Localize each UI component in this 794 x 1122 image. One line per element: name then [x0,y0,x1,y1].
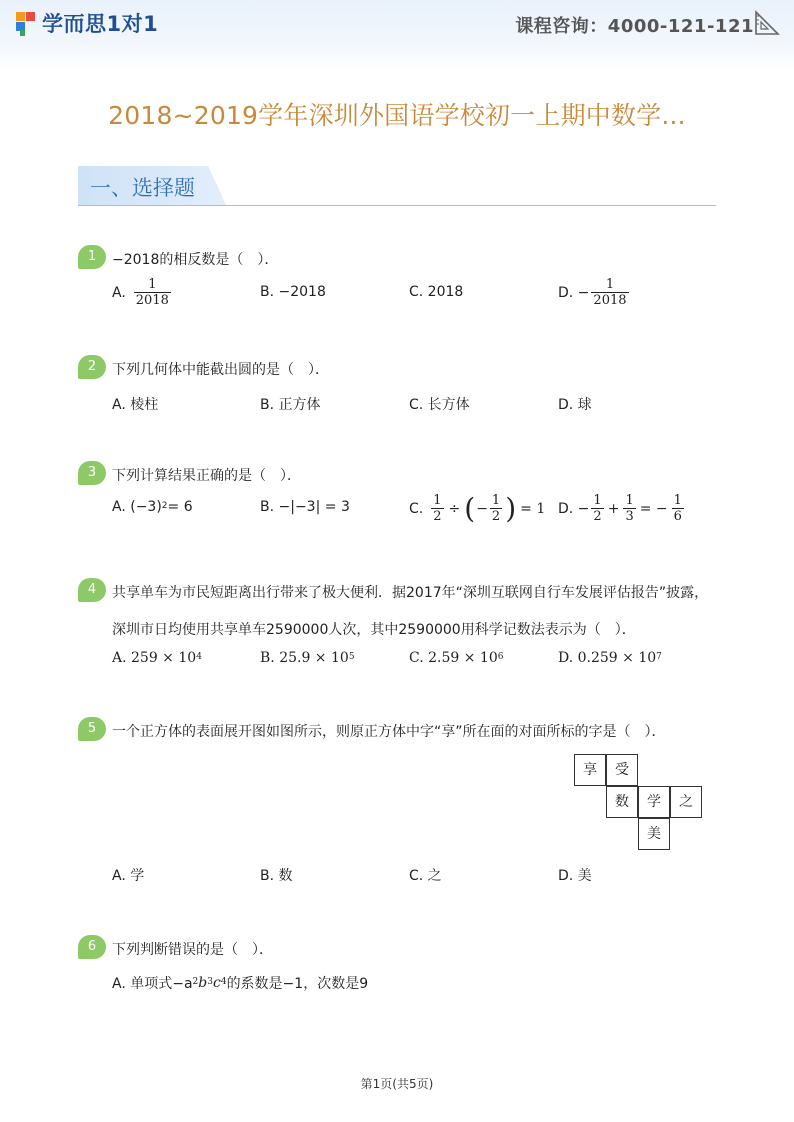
net-cell: 数 [606,786,638,818]
question-stem: −2018的相反数是（ ）． [112,252,279,268]
option-c[interactable]: C. $\frac{1}{2}$ ÷ ( − $\frac{1}{2}$ ) = 1 [409,491,546,525]
ruler-triangle-icon [754,10,780,36]
question-stem-line-2: 深圳市日均使用共享单车2590000人次，其中2590000用科学记数法表示为（ ）． [112,622,636,638]
fraction: $\frac{1}{2018}$ [593,277,627,308]
question-number-badge: 2 [78,355,106,379]
section-heading [78,166,716,206]
question-number-badge: 1 [78,245,106,269]
option-a[interactable]: A. (−3) $^2$ = 6 [112,499,193,515]
question-stem: 一个正方体的表面展开图如图所示，则原正方体中字“享”所在面的对面所标的字是（ ）． [112,724,666,740]
document-title: 2018~2019学年深圳外国语学校初一上期中数学... [108,101,686,130]
question-stem: 下列判断错误的是（ ）． [112,942,273,958]
question-number-badge: 4 [78,578,106,602]
question-1 [78,245,718,315]
option-b[interactable]: B. 数 [260,868,293,884]
fraction: $\frac{1}{2}$ [433,493,442,524]
question-6 [78,935,718,995]
question-stem: 共享单车为市民短距离出行带来了极大便利．据2017年“深圳互联网自行车发展评估报告”披露， [112,585,709,601]
net-cell: 学 [638,786,670,818]
brand-logo [16,8,158,38]
fraction: $\frac{1}{3}$ [625,493,634,524]
cube-net-figure [574,754,706,852]
net-cell: 之 [670,786,702,818]
question-2 [78,355,718,415]
question-4 [78,578,718,678]
question-number-badge: 6 [78,935,106,959]
logo-icon [16,10,38,36]
fraction: $\frac{1}{6}$ [673,493,682,524]
option-a[interactable]: A. 棱柱 [112,397,159,413]
question-stem: 下列几何体中能截出圆的是（ ）． [112,362,329,378]
question-3 [78,461,718,541]
page-header [0,0,794,70]
page-footer: 第1页(共5页) [360,1077,434,1091]
fraction: $\frac{1}{2}$ [593,493,602,524]
net-cell: 享 [574,754,606,786]
fraction: $\frac{1}{2018}$ [135,277,169,308]
option-d[interactable]: D. − $\frac{1}{2018}$ [558,277,627,308]
section-title: 一、选择题 [90,176,195,200]
question-number-badge: 5 [78,717,106,741]
option-d[interactable]: D. − $\frac{1}{2}$ + $\frac{1}{3}$ = − $\frac{1}{6}$ [558,493,682,524]
option-a[interactable]: A. $\frac{1}{2018}$ [112,277,169,308]
option-d[interactable]: D. 球 [558,397,592,413]
option-b[interactable]: B. 正方体 [260,397,321,413]
option-c[interactable]: C. 2018 [409,284,464,300]
option-b[interactable]: B. −2018 [260,284,326,300]
option-b[interactable]: B. −|−3| = 3 [260,499,350,515]
net-cell: 美 [638,818,670,850]
question-number-badge: 3 [78,461,106,485]
option-a[interactable]: A. 学 [112,868,145,884]
option-c[interactable]: C. 2.59 × 10 $^6$ [409,650,504,666]
option-d[interactable]: D. 美 [558,868,592,884]
option-c[interactable]: C. 之 [409,868,442,884]
fraction: $\frac{1}{2}$ [491,493,501,524]
option-a[interactable]: A. 单项式−a $^2$ b $^3$ c $^4$ 的系数是−1，次数是9 [112,975,369,992]
option-c[interactable]: C. 长方体 [409,397,470,413]
logo-text: 学而思1对1 [42,12,159,36]
net-cell: 受 [606,754,638,786]
option-b[interactable]: B. 25.9 × 10 $^5$ [260,650,355,666]
option-d[interactable]: D. 0.259 × 10 $^7$ [558,650,662,666]
question-stem: 下列计算结果正确的是（ ）． [112,468,301,484]
option-a[interactable]: A. 259 × 10 $^4$ [112,650,202,666]
hotline-text: 课程咨询：4000-121-121 [515,16,754,37]
